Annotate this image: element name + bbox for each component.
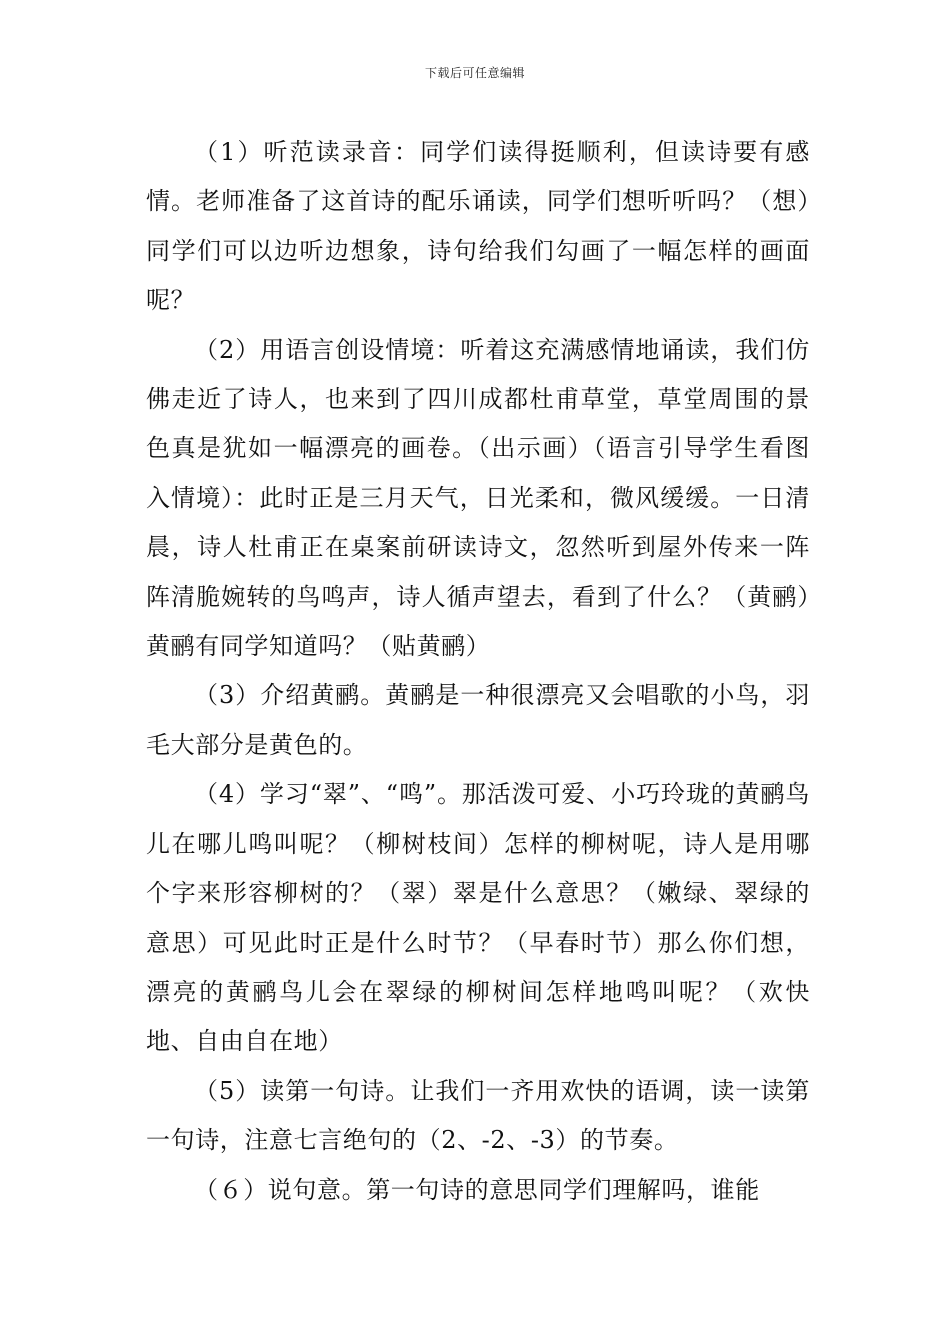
paragraph-5: （5）读第一句诗。让我们一齐用欢快的语调，读一读第一句诗，注意七言绝句的（2、-2、-3）的节奏。 (146, 1076, 810, 1155)
document-body (146, 128, 810, 1215)
page-header: 下载后可任意编辑 (424, 66, 525, 80)
paragraph-2: （2）用语言创设情境：听着这充满感情地诵读，我们仿佛走近了诗人，也来到了四川成都杜甫草堂，草堂周围的景色真是犹如一幅漂亮的画卷。（出示画）（语言引导学生看图入情境）：此时正是三月天气，日光柔和，微风缓缓。一日清晨，诗人杜甫正在桌案前研读诗文，忽然听到屋外传来一阵阵清脆婉转的鸟鸣声，诗人循声望去，看到了什么？（黄鹂）黄鹂有同学知道吗？（贴黄鹂） (146, 335, 810, 661)
paragraph-3: （3）介绍黄鹂。黄鹂是一种很漂亮又会唱歌的小鸟，羽毛大部分是黄色的。 (146, 681, 810, 759)
paragraph-6: （６）说句意。第一句诗的意思同学们理解吗，谁能 (194, 1175, 760, 1204)
paragraph-1: （1）听范读录音：同学们读得挺顺利，但读诗要有感情。老师准备了这首诗的配乐诵读，同学们想听听吗？（想）同学们可以边听边想象，诗句给我们勾画了一幅怎样的画面呢？ (146, 138, 810, 315)
paragraph-4: （4）学习“翠”、“鸣”。那活泼可爱、小巧玲珑的黄鹂鸟儿在哪儿鸣叫呢？（柳树枝间）怎样的柳树呢，诗人是用哪个字来形容柳树的？（翠）翠是什么意思？（嫩绿、翠绿的意思）可见此时正是什么时节？（早春时节）那么你们想，漂亮的黄鹂鸟儿会在翠绿的柳树间怎样地鸣叫呢？（欢快地、自由自在地） (146, 780, 810, 1056)
